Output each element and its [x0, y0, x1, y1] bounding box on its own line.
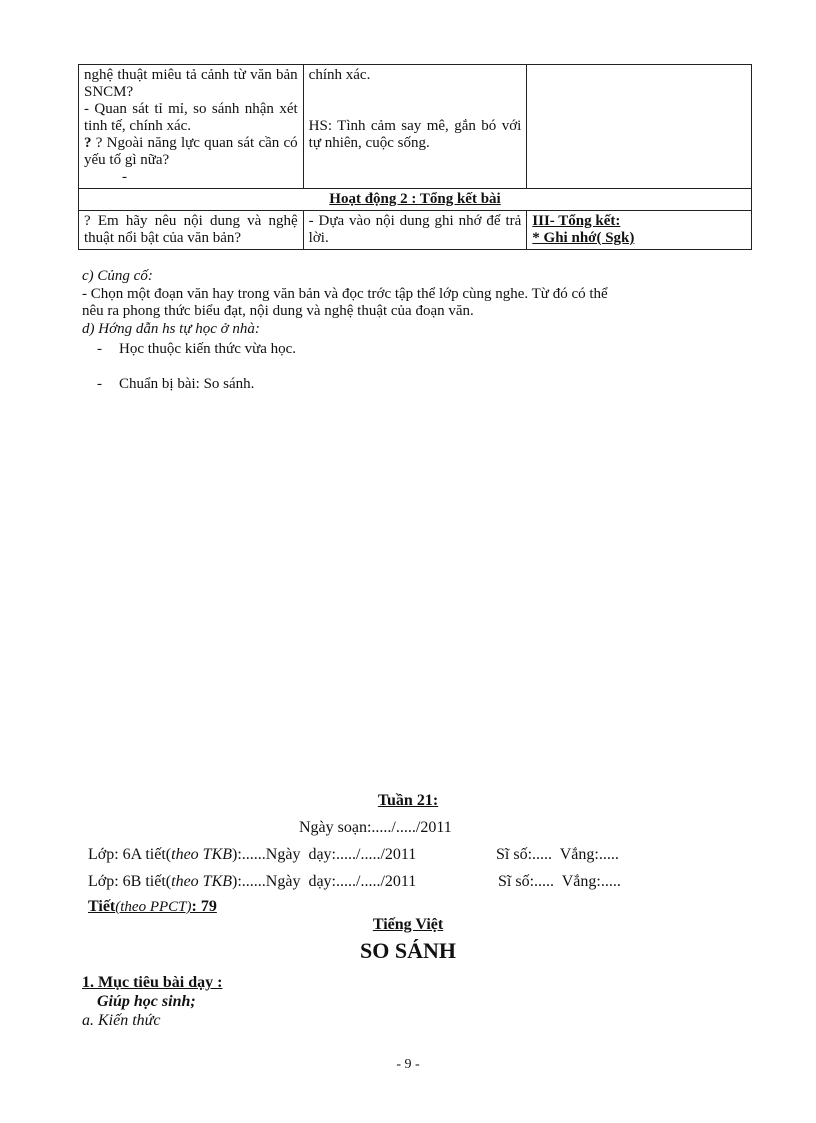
- class-row-text: ):......Ngày dạy:...../...../2011: [232, 846, 417, 863]
- homework-heading: d) Hớng dẫn hs tự học ở nhà:: [82, 321, 260, 337]
- activity-heading-text: Hoạt động 2 : Tổng kết bài: [329, 191, 501, 207]
- class-row: [88, 846, 416, 864]
- summary-note: * Ghi nhớ( Sgk): [532, 230, 635, 246]
- table-row: [79, 189, 752, 211]
- student-activity-cell: - Dựa vào nội dung ghi nhớ để trả lời.: [303, 211, 527, 250]
- class-row-text: Lớp: 6B tiết(: [88, 873, 172, 890]
- activity-heading: [79, 189, 752, 211]
- list-item: - Học thuộc kiến thức vừa học.: [97, 341, 297, 357]
- period-text: Tiết: [88, 898, 116, 915]
- lesson-title: SO SÁNH: [360, 938, 456, 963]
- consolidate-text: nêu ra phong thức biểu đạt, nội dung và nghệ thuật của đoạn văn.: [82, 303, 474, 319]
- list-item-text: Học thuộc kiến thức vừa học.: [119, 341, 297, 357]
- summary-heading: III- Tổng kết:: [532, 213, 621, 229]
- period-text: (theo PPCT): [115, 899, 192, 915]
- teacher-activity-cell: [79, 65, 304, 189]
- week-label: Tuần 21:: [377, 792, 439, 809]
- period-text: : 79: [191, 898, 217, 915]
- table-text: chính xác.: [308, 67, 371, 83]
- content-cell: [527, 65, 752, 189]
- content-cell: [527, 211, 752, 250]
- table-text: ? ? Ngoài năng lực quan sát cần có yếu tố gì nữa?: [84, 135, 298, 168]
- page-number: - 9 -: [396, 1057, 420, 1072]
- consolidate-heading: c) Củng cố:: [82, 268, 153, 284]
- class-row: [88, 873, 416, 891]
- class-row-text: Lớp: 6A tiết(: [88, 846, 172, 863]
- attendance: Sĩ số:..... Vắng:.....: [496, 846, 619, 863]
- period-label: [88, 898, 217, 916]
- table-row: [79, 211, 752, 250]
- consolidate-text: - Chọn một đoạn văn hay trong văn bản và đọc trớc tập thể lớp cùng nghe. Từ đó có thể: [82, 286, 608, 302]
- objectives-heading: 1. Mục tiêu bài dạy :: [82, 974, 223, 991]
- objectives-sub: Giúp học sinh;: [97, 993, 196, 1010]
- table-text: -: [122, 169, 127, 185]
- table-text: - Quan sát tỉ mỉ, so sánh nhận xét tinh tế, chính xác.: [84, 101, 298, 134]
- list-item: - Chuẩn bị bài: So sánh.: [97, 376, 255, 392]
- question-text: ? Ngoài năng lực quan sát cần có yếu tố gì nữa?: [84, 135, 298, 168]
- teacher-activity-cell: ? Em hãy nêu nội dung và nghệ thuật nổi bật của văn bản?: [79, 211, 304, 250]
- class-row-text: ):......Ngày dạy:...../...../2011: [232, 873, 417, 890]
- list-item-text: Chuẩn bị bài: So sánh.: [119, 376, 255, 392]
- lesson-table: [78, 64, 752, 250]
- table-row: [79, 65, 752, 189]
- class-row-text: theo TKB: [171, 846, 233, 863]
- objectives-item: a. Kiến thức: [82, 1012, 161, 1029]
- table-text: HS: Tình cảm say mê, gắn bó với tự nhiên, cuộc sống.: [308, 118, 522, 151]
- table-text: nghệ thuật miêu tả cảnh từ văn bản SNCM?: [84, 67, 298, 100]
- subject-label: Tiếng Việt: [372, 916, 444, 933]
- attendance: Sĩ số:..... Vắng:.....: [498, 873, 621, 890]
- class-row-text: theo TKB: [171, 873, 233, 890]
- student-activity-cell: [303, 65, 527, 189]
- prep-date: Ngày soạn:...../...../2011: [299, 819, 452, 836]
